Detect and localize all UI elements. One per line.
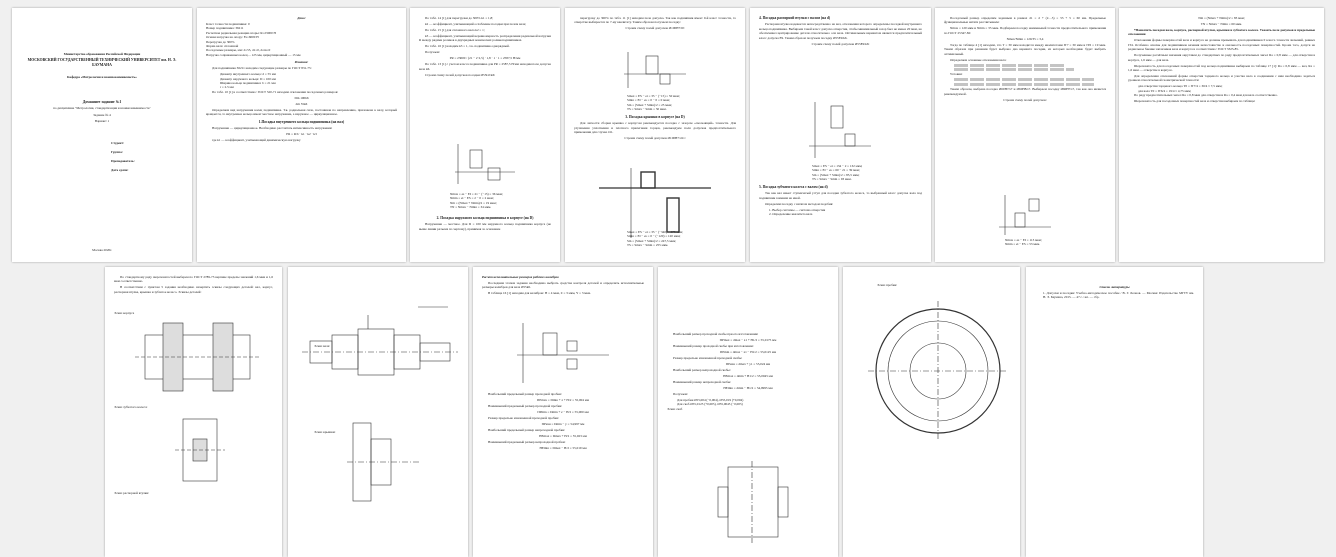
references-heading: Список литературы bbox=[1099, 285, 1130, 289]
cover-drawing bbox=[343, 417, 423, 507]
page-roughness: Nm = (Nmax + Nmin)/2 = 83 мкм; TN = Nmax − Nmin = 60 мкм. *Назначить посадки вала, корпуса, распорной втулки, крышки и зубчатого колеса. Указать поле допусков и предельные отклонения Отклонения формы поверхностей вала и корпуса не должны превышать для подшипников 0 класса точности значений, равных IT4. Особенно опасны для подшипников качения непостоянство и овальность посадочных поверхностей. Кроме того, допуск на радиальное биение заплечиков вала и корпуса в соответствии с ГОСТ 3325-85. Полученные расчётным значения округляем до стандартных по ряду предпочтительных чисел Ra = 0,8 мкм — для отверстия в корпусе, 1,6 мкм — для вала. Шероховатость для посадочных поверхностей под кольца подшипника выбираем по таблице 17 [1]: Ra = 0,8 мкм — вал, Ra = 1,6 мкм — отверстие в корпусе. Для определения отклонений формы отверстия торцевого кольца и участка вала в соединении с ним необходимо задаться уровнем относительной геометрической точности: для отверстия торцевого кольца T0 = IT7/4 = 30/4 ≈ 7,5 мкм; для вала T0 = IT6/4 = 19/4 ≈ 4,75 мкм; По ряду предпочтительных чисел Ra = 0,8 мкм для отверстия и Ra = 0,4 мкм для вала соответственно. Шероховатость для посадочных поверхностей вала и отверстия выбираем по таблице: bbox=[1119, 8, 1324, 262]
gear-drawing bbox=[175, 415, 225, 485]
caption-snap-gauge: Эскиз скоб bbox=[667, 406, 683, 411]
caption-shaft: Эскиз вала: bbox=[314, 344, 331, 348]
reference-item: 1. Допуски и посадки: Учебно-методическое пособие / В. Г. Леонов. — Москва: Издательство МГТУ им. Н. Э. Баумана, 2015. — 47 с.: ил. — сбр. bbox=[1043, 291, 1194, 300]
section-6-heading: *Назначить посадки вала, корпуса, распорной втулки, крышки и зубчатого колеса. Указать поле допусков и предельные отклонения bbox=[1128, 28, 1315, 37]
page-shaft-fit: По табл. 14 [1] для перегрузки до 300% k1 = 1,8; k2 — коэффициент, учитывающий ослабление посадки при полом вале; По табл. 15 [1] для сплошного вала k2 = 1; k3 — коэффициент, учитывающий неравномерность распределения радиальной нагрузки R между рядами роликов в двухрядных конических роликоподшипниках. По табл. 16 [1] находим k3 = 1, т.к. подшипник однорядный. Получаем: PR = 23000 / (21 − 2·2,5) · 1,8 · 1 · 1 = 2587,5 Н/мм По табл. 13 [1] с учетом класса подшипника для PR = 2587,5 Н/мм находим поле допуска вала k6. Строим схему полей допусков посадки Ø55L0/k6: Nmax = es − EI = 21 − (−15) = 36 мкм; Nmin = ei − ES = 2 − 0 = 2 мкм; Nm = (Nmax + Nmin)/2 = 19 мкм; TN = Nmax − Nmin = 34 мкм. 2. Посадка наружного кольца подшипника в корпусе (на D) Нагружение — местное. Для D = 100 мм наружного кольца подшипника корпуса (не выше линии разъема по чертежу), принимая за основание bbox=[410, 8, 560, 262]
page-references bbox=[1026, 267, 1203, 557]
solution-heading: Решение: bbox=[294, 60, 309, 65]
caption-housing: Эскиз корпуса bbox=[114, 311, 135, 315]
student-label: Студент: bbox=[111, 141, 125, 146]
housing-drawing bbox=[135, 317, 260, 397]
page-sketch-shaft bbox=[288, 267, 468, 557]
caption-gear: Эскиз зубчатого колеса: bbox=[114, 405, 148, 409]
page-gear-fit: Посадочный размер определим заданным в рамках d1 = d + (2…5) = 55 + 5 = 60 мм. Предельные функциональные натяги рассчитываем: Nmax = 120 мкм и Nmin = 35 мкм. Подбираем посадку наименьшей точности предпочтительного применения по ГОСТ 25347-82: Nmax/Nmin = 120/35 = 3,4 Тогда по таблице 4 [1] находим, что T = 30 мкм находится между квалитетами IT7 = 30 мкм и IT6 = 19 мкм. Таким образом при решении будет выбрано два варианта посадки, из которых необходимо будет выбрать оптимальный. Определяем основные отклонения вала: Условия: Таким образом, выбрана посадка Ø60H7/s7 и Ø60H8/s7. Выбираем посадку Ø60H7/s7, так как она является рекомендуемой. Строим схему полей допусков: Nmax = es − EI = 113 мкм; Nmin = ei − ES = 53 мкм. bbox=[935, 8, 1115, 262]
section-2-heading: 2. Посадка наружного кольца подшипника в корпусе (на D) bbox=[436, 216, 534, 220]
tolerance-scheme-shaft bbox=[450, 138, 520, 188]
variant-number: Вариант 1 bbox=[94, 119, 110, 123]
department-name: Кафедра «Метрология и взаимозаменяемость» bbox=[67, 75, 137, 80]
page-title-sheet bbox=[12, 8, 192, 262]
tolerance-scheme-gear bbox=[995, 193, 1055, 237]
ministry-line: Министерство образования Российской Федерации bbox=[63, 52, 141, 56]
section-1-heading: 1.Посадка внутреннего кольца подшипника (на вал) bbox=[258, 119, 345, 124]
snap-gauge-drawing bbox=[688, 457, 808, 547]
shaft-drawing bbox=[298, 297, 463, 407]
section-3-heading: 3. Посадка крышки в корпусе (на D) bbox=[625, 115, 685, 119]
section-5-heading: 5. Посадка зубчатого колеса с валом (на d) bbox=[759, 185, 828, 189]
given-list: Класс точности подшипника: 0 Номер подшипника: 36211 Расчетная радиальная реакция опоры: R=23000 Н Осевая нагрузка на опору: Fa=6000 Н Перегрузка до 300% Форма вала: сплошной Посадочные размеры, мм: d=55, d1=0, dотв=0 Нагрузка сопряженных колец ... 125 мм, циркуляционный — 15 мм bbox=[206, 22, 301, 57]
work-title: Домашнее задание №1 bbox=[82, 99, 122, 104]
bearing-dims-intro: Для подшипника 36211 находим следующие размеры по ГОСТ 831-75: bbox=[212, 66, 312, 71]
load-intensity-formula: PR = R/b · k1 · k2 · k3 bbox=[286, 131, 317, 136]
group-label: Группа: bbox=[111, 150, 123, 155]
task-number: Задание № 4 bbox=[93, 113, 111, 117]
caption-cover: Эскиз крышки: bbox=[314, 430, 336, 434]
plug-gauge-drawing bbox=[863, 291, 1013, 441]
date-label: Дата сдачи: bbox=[111, 168, 129, 173]
page-plug-gauge bbox=[843, 267, 1020, 557]
university-name: МОСКОВСКИЙ ГОСУДАРСТВЕННЫЙ ТЕХНИЧЕСКИЙ УНИВЕРСИТЕТ им. Н. Э. БАУМАНА bbox=[27, 58, 177, 67]
page-given-data: Дано: Класс точности подшипника: 0 Номер подшипника: 36211 Расчетная радиальная реакция опоры: R=23000 Н Осевая нагрузка на опору: Fa=6000 Н Перегрузка до 300% Форма вала: сплошной Посадочные размеры, мм: d=55, d1=0, dотв=0 Нагрузка сопряженных колец ... 125 мм, циркуляционный — 15 мм Решение: Для подшипника 36211 находим следующие размеры по ГОСТ 831-75: Диаметр внутреннего кольца: d = 55 мм Диаметр наружного кольца: D = 100 мм Ширина кольца подшипника: b = 21 мм r = 2.5 мм По табл. 10 [1] в соответствии с ГОСТ 520-71 находим отклонения посадочных размеров: Dm 100h6 dm 55k6 Определяем вид нагружения колец подшипника. Т.к. радиальная сила, постоянная по направлению, приложена к валу, который вращается, то внутреннее кольцо имеет местное нагружение, а наружное — циркуляционное. 1.Посадка внутреннего кольца подшипника (на вал) Нагружение — циркуляционное. Необходимо рассчитать интенсивность нагружения: PR = R/b · k1 · k2 · k3 где k1 — коэффициент, учитывающий динамическую нагрузку bbox=[197, 8, 406, 262]
city-year: Москва 2020г. bbox=[92, 248, 112, 252]
section-4-heading: 4. Посадка распорной втулки с валом (на d) bbox=[759, 16, 831, 20]
caption-plug: Эскиз пробки: bbox=[877, 283, 898, 287]
page-housing-fit: перегрузку до 300% по табл. 11 [1] находим поле допуска. Так как подшипник имеет 0-й класс точности, то отверстие выбирается по 7-му квалитету. Таким образом получаем посадку: Строим схему полей допусков Ø100H7/l0: Smax = ES − ei = 35 − (−15) = 50 мкм; Smin = EI − es = 0 − 0 = 0 мкм; Sm = (Smax + Smin)/2 = 25 мкм; TS = Smax − Smin = 50 мкм. 3. Посадка крышки в корпусе (на D) Для легкости сборки крышка с корпусом рекомендуется посадка с зазором «скользящей» точности. Для улучшения уплотнения и плотного прилегания торцов, рекомендуем поля допусков предпочтительного применения для случая d11. Строим схему полей допусков Ø100H7/d11: Smax = ES − ei = 35 − (−340) = 375 мкм; Smin = EI − es = 0 − (−120) = 120 мкм; Sm = (Smax + Smin)/2 = 247,5 мкм; TS = Smax − Smin = 255 мкм. bbox=[565, 8, 745, 262]
gauges-heading: Расчет исполнительных размеров рабочих калибров bbox=[482, 275, 559, 279]
discipline-line: по дисциплине "Метрология, стандартизация и взаимозаменяемость" bbox=[53, 105, 151, 110]
caption-sleeve: Эскиз распорной втулки: bbox=[114, 491, 150, 495]
page-sleeve-fit: 4. Посадка распорной втулки с валом (на d) Распорная втулка надевается непосредственно на вал, отклонения которого определены посадкой внутреннего кольца подшипника. Выбираем такой класс допуска отверстия, чтобы минимальный зазор был не менее 20 мкм, но обеспечивал центрирование детали относительно оси вала. Оптимальным вариантом является предпочтительный класс допуска E9. Таким образом получаем посадку Ø55E9/k6. Строим схему полей допусков Ø55E9/k6: Smax = ES − ei = 134 − 2 = 132 мкм; Smin = EI − es = 60 − 21 = 39 мкм; Sm = (Smax + Smin)/2 = 85,5 мкм; TS = Smax − Smin = 93 мкм. 5. Посадка зубчатого колеса с валом (на d) Так как вал имеет ступенчатый уступ для посадки зубчатого колеса, то выбранный класс допуска вала под подшипник заменим на иной. Определим посадку с натягом методом подобия: 1. Выбор системы — система отверстия 2. Определение квалитета вала bbox=[750, 8, 931, 262]
page-sketch-housing: По стандартному ряду шероховатостей выберем по ГОСТ 2789-73 верхние пределы значений 1,6 мкм и 1,6 мкм соответственно. В соответствии с пунктом 5 задания необходимо начертить эскизы следующих деталей: вал, корпус, распорная втулка, крышка и зубчатое колесо. Эскизы деталей: Эскиз корпуса Эскиз зубчатого колеса: Эскиз распорной втулки: bbox=[105, 267, 282, 557]
page-snap-gauges: Наибольший размер проходной скобы при его изготовлении: ПРmax = dmax − z1 + H1/2 = 55,0175 мм Наименьший размер проходной скобы при изготовлении: ПРmin = dmax − z1 − H1/2 = 55,0125 мм Размер предельно изношенной проходной скобы: ПРизн = dmax + y1 = 55,024 мм Наибольший размер непроходной скобы: НЕmax = dmin + H1/2 = 55,0045 мм Наименьший размер непроходной скобы: НЕmin = dmin − H1/2 = 54,9995 мм Получаем: Для пробки Ø55,004 (−0,004), Ø55,019 (+0,004) Для скоб Ø55,0125 (+0,005), Ø55,0045 (−0,005) Эскиз скоб bbox=[658, 267, 838, 557]
teacher-label: Преподаватель: bbox=[111, 159, 135, 164]
bearing-dims-list: Диаметр внутреннего кольца: d = 55 мм Диаметр наружного кольца: D = 100 мм Ширина кольца подшипника: b = 21 мм r = 2.5 мм bbox=[220, 72, 276, 90]
page-gauges-calc: Расчет исполнительных размеров рабочих калибров Последним этапом задания необходимо выбрать средства контроля деталей и определить исполнительные размеры калибров для вала Ø55k6. В таблице 16 [1] находим для калибров: H = 4 мкм, Z = 3 мкм, Y = 3 мкм. Наибольший предельный размер проходной пробки: ПРmax = Dmin + z + H/2 = 55,004 мм Наименьший предельный размер проходной пробки: ПРmin = Dmin + z − H/2 = 55,000 мм Размер предельно изношенной проходной пробки: ПРизн = Dmin − y = 54,997 мм Наибольший предельный размер непроходной пробки: НЕmax = Dmax + H/2 = 55,023 мм Наименьший предельный размер непроходной пробки: НЕmin = Dmax − H/2 = 55,019 мм bbox=[473, 267, 653, 557]
gauge-tolerance-scheme bbox=[513, 319, 613, 389]
tolerance-scheme-housing bbox=[620, 48, 690, 92]
given-heading: Дано: bbox=[297, 16, 306, 20]
tolerance-scheme-sleeve bbox=[805, 100, 875, 162]
